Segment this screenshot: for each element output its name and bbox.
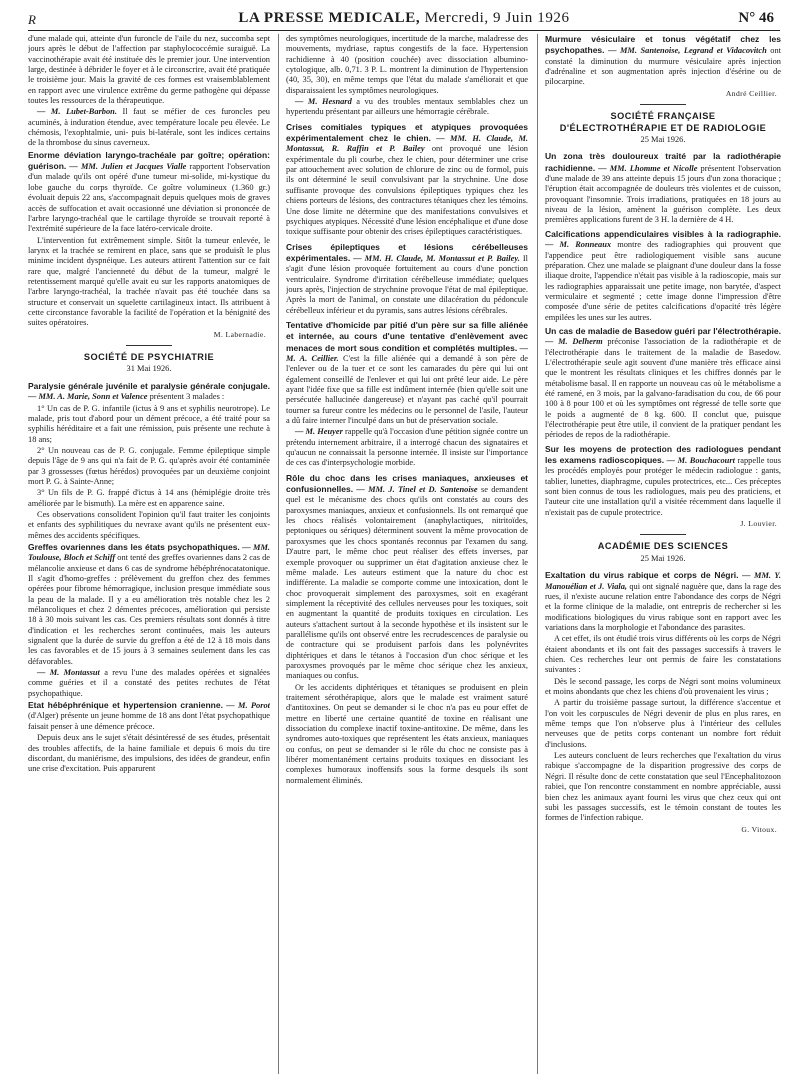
signature: G. Vitoux. — [741, 824, 777, 834]
article-title: Rôle du choc dans les crises maniaques, anxieuses et confusionnelles. — [286, 472, 528, 495]
author: — MM. J. Tinel et D. Santenoise — [353, 485, 478, 495]
text: ont constaté la diminution du murmure vésiculaire après injection d'adrénaline et son augmentation après injection d'ésérine ou de pilocarpine. — [545, 46, 781, 87]
paragraph: Depuis deux ans le sujet s'était désintéressé de ses études, présentait des troubles affectifs, de la haine familiale et depuis 6 mois du tire discordant, du maniérisme, des impulsions, des idées de grandeur, enfin une crise d'excitation. Puis apparurent — [28, 733, 270, 774]
text: a vu des troubles mentaux semblables chez un hypertendu présentant par ailleurs une hémorragie cérébrale. — [286, 97, 528, 117]
section-rule — [640, 534, 686, 535]
section-date: 25 Mai 1926. — [640, 553, 686, 563]
author: — M. Porot — [222, 701, 270, 711]
article — [545, 326, 781, 441]
article — [28, 542, 270, 667]
text: a revu l'une des malades opérées et signalées comme guéries et il a constaté des petites rechutes de l'état psychopathique. — [28, 668, 270, 698]
text: rappelle tous les procédés employés pour protéger le médecin radiologue : gants, tablier, lunettes, diaphragme, cupules protectrices, etc... Ces préceptes sont bien connus de tous les radiologues, mais peu des praticiens, et l'auteur cite une installation qu'il a visitée récemment dans laquelle il n'existait pas de cupule protectrice. — [545, 456, 781, 517]
paragraph — [28, 107, 270, 148]
author: — M. Lubet-Barbon. — [37, 107, 117, 117]
article-title: Murmure vésiculaire et tonus végétatif chez les psychopathes. — [545, 34, 781, 56]
author: — MM. A. Marie, Sonn et Valence — [28, 392, 148, 402]
article — [286, 473, 528, 682]
article — [545, 151, 781, 225]
section-rule — [640, 104, 686, 105]
text: présentent l'observation d'une malade de 39 ans atteinte depuis 15 jours d'un zona thoracique ; l'éruption était accompagnée de douleurs très violentes et de cuisson, provoquant l'insomnie. Trois irradiations, pratiquées en 18 jours au niveau de la lésion, amènent la guérison complète. Les deux premières applications furent de 3 H. la dernière de 4 H. — [545, 163, 781, 225]
signature: M. Labernadie. — [213, 329, 266, 339]
article-title: Crises épileptiques et lésions cérébelleuses expérimentales. — [286, 241, 528, 263]
author: — MM. Y. Manouélian et J. Viala, — [545, 571, 781, 591]
paragraph — [28, 668, 270, 699]
author: — MM. H. Claude, M. Montassut, R. Raffin et P. Bailey — [286, 134, 528, 154]
article — [286, 242, 528, 316]
paragraph: des symptômes neurologiques, incertitude de la marche, maladresse des mouvements, mydriase, raptus congestifs de la face. Hypertension rachidienne à 40 (position couchée) avec dissociation albumino-cytologique, alb. 0,71. 3 P. L. montrent la diminution de l'hypertension (40, 35, 30), en même temps que l'état du malade s'améliorait et que disparaissaient les symptômes neurologiques. — [286, 34, 528, 95]
author: — M. Montassut — [37, 668, 100, 678]
text: rapportent l'observation d'un malade qu'ils ont opéré d'une tumeur mi-solide, mi-kystique du lobe gauche du corps thyroïde. Ce goître volumineux (1.360 gr.) évoluait depuis 22 ans, s'accompagnait depuis quelques mois de graves accès de suffocation et avait occasionné une déviation si prononcée de l'arbre laryngo-trachéal que le cartilage thyroïde se trouvait reporté à l'extrémité supérieure de la face latéro-cervicale droite. — [28, 162, 270, 234]
column-separator — [278, 34, 279, 1074]
author: — M. Delherm — [545, 337, 603, 347]
article — [545, 570, 781, 633]
paragraph — [286, 427, 528, 468]
journal-title: LA PRESSE MEDICALE, — [238, 10, 421, 26]
paragraph: d'une malade qui, atteinte d'un furoncle de l'aile du nez, succomba sept jours après le début de l'affection par staphylococcémie suraiguë. La vaccinothérapie avait été instituée dès le premier jour. Une intervention large, destinée à débrider le foyer et à le circonscrire, avait été pratiquée le troisième jour. Mais la gravité de ces formes est vraisemblablement en rapport avec une virulence extrême du germe pathogène qui dépasse toutes les ressources de la thérapeutique. — [28, 34, 270, 106]
page-folio: R — [28, 12, 36, 27]
article-title: Crises comitiales typiques et atypiques provoquées expérimentalement chez le chien. — [286, 121, 528, 144]
signature: J. Louvier. — [740, 519, 777, 529]
column-left — [28, 34, 270, 1076]
signature: André Ceillier. — [725, 88, 777, 98]
article — [545, 229, 781, 323]
article-title: Greffes ovariennes dans les états psychopathiques. — [28, 541, 240, 552]
article — [28, 150, 270, 235]
paragraph — [286, 97, 528, 118]
text: Il faut se méfier de ces furoncles peu acuminés, à induration étendue, avec température locale peu élevée. Le chémosis, l'exophtalmie, uni- puis bi-latérale, sont les indices certains de la thrombose du sinus caverneux. — [28, 107, 270, 148]
text: rappelle qu'à l'occasion d'une pétition signée contre un prétendu internement arbitraire, il a interrogé chacun des signataires et qu'aucun ne connaissait la personne internée. Il insiste sur l'importance de ces cas d'interpsychologie morbide. — [286, 427, 528, 468]
author: — M. Ronneaux — [545, 240, 612, 250]
article — [28, 700, 270, 732]
section-heading-line: D'ÉLECTROTHÉRAPIE ET DE RADIOLOGIE — [559, 122, 767, 133]
article-title: Tentative d'homicide par pitié d'un père sur sa fille aliénée et internée, au cours d'une tentative d'enlèvement avec menaces de mort sous condition et complétés multiples. — [286, 319, 528, 353]
paragraph: Les auteurs concluent de leurs recherches que l'exaltation du virus rabique s'accompagne de la disparition progressive des corps de Négri. Il résulte donc de cette constatation que seul l'Encephalitozoon rabiei, que l'on rencontre constamment en nombre appréciable, aussi bien chez les animaux ayant fourni les virus que chez ceux qui ont subi les passages successifs, est le témoin constant de toutes les formes de l'infection rabique. — [545, 751, 781, 823]
paragraph: Or les accidents diphtériques et tétaniques se produisent en plein traitement sérothérapique, alors que le malade est vraiment saturé d'antitoxines. On peut se demander si le choc n'a pas eu pour effet de mettre en liberté une certaine quantité de toxine en réalisant une dissociation du complexe inactif toxine-antitoxine. De même, dans les syndromes auto-toxiques que représentent les états anxieux, maniaques ou confus, on peut se demander si le rôle du choc ne consiste pas à libérer momentanément certains produits toxiques en dissociant les complexes humoraux inoffensifs sous la forme desquels ils sont normalement éliminés. — [286, 682, 528, 785]
paragraph: A cet effet, ils ont étudié trois virus différents où les corps de Négri étaient abondants et ils ont fait des passages successifs à travers le chien. Ces recherches leur ont permis de faire les constatations suivantes : — [545, 634, 781, 675]
text: ont provoqué une lésion expérimentale du pli courbe, chez le chien, pour déterminer une crise par attouchement avec solution de chlorure de zinc ou de formol, puis ils ont déterminé le seuil convulsivant par la strychnine. Une dose suffisante provoque des convulsions épileptiques typiques chez les chiens porteurs de lésions, des contractures tétaniques chez les témoins. Une dose limite ne détermine que des manifestations convulsives et psychiques atypiques. Nécessité d'une lésion encéphalique et d'une dose toxique suffisante pour obtenir des crises épileptiques caractéristiques. — [286, 144, 528, 237]
author: — M. Bouchacourt — [664, 456, 735, 466]
author: — MM. Toulouse, Bloch et Schiff — [28, 542, 270, 563]
paragraph: Ces observations consolident l'opinion qu'il faut traiter les conjoints et enfants des syphilitiques du nevraxe avant qu'ils ne présentent eux-mêmes des accidents spécifiques. — [28, 509, 270, 540]
author: — MM. Julien et Jacques Vialle — [66, 162, 187, 172]
list-item: 3° Un fils de P. G. frappé d'ictus à 14 ans (hémiplégie droite très améliorée par le bismuth). La mère est en apparence saine. — [28, 488, 270, 508]
section-heading: ACADÉMIE DES SCIENCES — [597, 541, 729, 552]
section-heading — [545, 111, 781, 134]
article-title: Un cas de maladie de Basedow guéri par l'électrothérapie. — [545, 325, 781, 336]
article-title: Calcifications appendiculaires visibles à la radiographie. — [545, 228, 781, 239]
author: — M. Hesnard — [295, 97, 352, 107]
paragraph: Dès le second passage, les corps de Négri sont moins volumineux et moins abondants que chez les chiens d'où provenaient les virus ; — [545, 676, 781, 697]
paragraph: L'intervention fut extrêmement simple. Sitôt la tumeur enlevée, le larynx et la trachée se remirent en place, sans que se produisît le plus minime incident dyspnéique. Les auteurs attirent l'attention sur ce fait rare que, malgré l'ancienneté du début de la tumeur, malgré le retentissement marqué qu'elle avait eu sur les rapports anatomiques de l'arbre laryngo-trachéal, la trachée n'avait pas été touchée dans sa structure et conservait un squelette cartilagineux intact. Ils attribuent à cette circonstance favorable la facilité de l'opération et la bénignité des suites opératoires. — [28, 235, 270, 328]
article — [545, 34, 781, 88]
text: C'est la fille aliénée qui a demandé à son père de l'enlever ou de la tuer et ce sont les camarades du père qui lui ont également conseillé de l'enlever et qui lui ont prêté leur aide. Le père ayant l'idée fixe que sa fille est indûment internée (bien qu'elle soit une persécutée hallucinée dangereuse) et n'ayant pas caché qu'il pourrait tourner sa fureur contre les médecins ou le personnel de l'asile, l'auteur a dû faire interner l'inculpé dans un but de préservation sociale. — [286, 353, 528, 426]
article — [28, 381, 270, 403]
author: — MM. Lhomme et Nicolle — [595, 163, 698, 173]
text: Il s'agit d'une lésion provoquée fortuitement au cours d'une ponction ventriculaire. Syndrome d'irritation cérébelleuse immédiate; quelques jours après, l'injection de strychnine provoque l'état de mal épileptique. Après la mort de l'animal, on constate une dilacération du pédoncule cérébelleux inférieur et du pyramis, sans autres lésions cérébrales. — [286, 253, 528, 315]
article — [545, 444, 781, 518]
article-title: Exaltation du virus rabique et corps de Négri. — [545, 570, 739, 581]
article-title: Paralysie générale juvénile et paralysie générale conjugale. — [28, 380, 270, 391]
section-heading-line: SOCIÉTÉ FRANÇAISE — [610, 111, 716, 122]
author: — MM. Santenoise, Legrand et Vidacovitch — [604, 46, 767, 56]
article-title: Sur les moyens de protection des radiologues pendant les examens radioscopiques. — [545, 443, 781, 466]
author: — MM. H. Claude, M. Montassut et P. Bailey. — [350, 253, 520, 263]
paragraph: A partir du troisième passage surtout, la différence s'accentue et l'on voit les corpuscules de Négri devenir de plus en plus rares, en même temps que l'on n'observe plus à l'intérieur des cellules nerveuses que de petits corps contenant un nombre fort réduit d'inclusions. — [545, 698, 781, 749]
text: ont tenté des greffes ovariennes dans 2 cas de mélancolie anxieuse et dans 6 cas de syndrome hébéphrénocatatonique. Il s'agit d'homo-greffes : prélèvement du greffon chez des femmes opérées pour fibrome hémorragique, inclusion presque immédiate sous la peau de la malade. Il y a eu amélioration très notable chez les 2 mélancoliques et chez 2 démentes précoces, amélioration qui persiste 18 à 30 mois suivant les cas. Ces premiers résultats sont donnés à titre d'indication et les recherches seront continuées, mais les auteurs signalent que la durée de survie du greffon a été de 12 à 18 mois dans les cas favorables et de 15 jours à 3 semaines seulement dans les cas défavorables. — [28, 553, 270, 666]
page-header — [28, 10, 780, 31]
column-middle — [286, 34, 528, 1076]
article-title: Etat hébéphrénique et hypertension cranienne. — [28, 700, 223, 711]
issue-date: Mercredi, 9 Juin 1926 — [424, 10, 570, 26]
text: se demandent quel est le mécanisme des chocs qu'ils ont constatés au cours des paroxysmes maniaques, anxieux et confusionnels. Ils ont remarqué que les chocs réalisés volontairement (anaphylactiques, nitritoïdes, peptoniques ou sériques) déterminent souvent la même provocation de paroxysmes que les chocs spontanés reconnus par l'examen du sang. D'autre part, le même choc peut réaliser des effets inverses, par exemple provoquer ou supprimer un état d'agitation anxieuse chez le même malade. Les auteurs estiment que la nature du choc est indifférente. La maladie se comporte comme une intoxication, dont le choc provoquerait simplement des paroxysmes, soit en exagérant simplement la réceptivité des cellules nerveuses pour les toxiques, soit en augmentant la quantité de produits toxiques en circulation. Les auteurs s'attachent surtout à la seconde hypothèse et ils insistent sur le parallélisme qu'ils ont observé entre les recrudescences de paralysie ou de contracture qui se produisent parfois dans les polynévrites diphtériques et dans le tétanos à l'occasion d'un choc sérique et les paroxysmes provoqués par le même choc sérique chez les anxieux, maniaques ou confus. — [286, 485, 528, 681]
text: qui ont signalé naguère que, dans la rage des rues, il n'existe aucune relation entre l'abondance des corps de Négri et la forme clinique de la maladie, ont entrepris de rechercher si les modifications biologiques du virus rabique sont en rapport avec les variations dans la morphologie et l'abondance des parasites. — [545, 581, 781, 632]
text: présentent 3 malades : — [147, 392, 225, 402]
column-separator — [537, 34, 538, 1074]
journal-masthead — [28, 10, 780, 27]
text: préconise l'association de la radiothérapie et de l'électrothérapie dans le traitement de la maladie de Basedow. L'électrothérapie seule agit souvent d'une manière très efficace ainsi que le montrent les résultats cliniques et les chiffres donnés par le métabolisme basal. Il en rapporte un nouveau cas où le métabolisme a été ramené, en 3 mois, par la galvano-faradisation du cou, de 66 pour 100 à 8 pour 100 et où les symptômes ont régressé de telle sorte que le poids a augmenté de 8 kg. 600. Il conclut que, puisque l'électrothérapie peut être utile, il convient de la pratiquer pendant les périodes de repos de la radiothérapie. — [545, 337, 781, 440]
list-item: 2° Un nouveau cas de P. G. conjugale. Femme épileptique simple depuis l'âge de 9 ans qui n'a fait de P. G. qu'après avoir été contaminée par 3 grossesses (fœtus hérédos) provoquées par un deuxième conjoint mort P. G. à Sainte-Anne; — [28, 445, 270, 486]
section-date: 25 Mai 1926. — [640, 135, 686, 145]
author: — M. Heuyer — [295, 427, 343, 437]
section-date: 31 Mai 1926. — [126, 364, 172, 374]
text: (d'Alger) présente un jeune homme de 18 ans dont l'état psychopathique faisait penser à une démence précoce. — [28, 711, 270, 731]
list-item: 1° Un cas de P. G. infantile (ictus à 9 ans et syphilis neurotrope). Le malade, pris tout d'abord pour un dément précoce, a été traité pour sa syphilis héréditaire et a fait une rémission, puis présente une rechute à 18 ans; — [28, 403, 270, 444]
article-title: Enorme déviation laryngo-trachéale par goître; opération: guérison. — [28, 149, 270, 172]
section-rule — [126, 345, 172, 346]
section-heading: SOCIÉTÉ DE PSYCHIATRIE — [83, 351, 215, 362]
text: montre des radiographies qui prouvent que l'appendice peut être radiologiquement visible sans aucune préparation. Chez une malade se plaignant d'une douleur dans la fosse iliaque droite, l'appendice n'était pas visible à la radioscopie, mais sur les radiographies apparaissait une petite image, non barytée, d'aspect vermiculaire et segmenté ; cette image donne l'impression d'être composée d'une série de petites calcifications d'opacité très légère empilées les unes sur les autres. — [545, 240, 781, 322]
column-right — [545, 34, 781, 1076]
article-title: Un zona très douloureux traité par la radiothérapie rachidienne. — [545, 151, 781, 173]
author: — M. A. Ceillier. — [286, 343, 528, 363]
article — [286, 320, 528, 426]
issue-number: N° 46 — [738, 10, 774, 26]
article — [286, 122, 528, 238]
